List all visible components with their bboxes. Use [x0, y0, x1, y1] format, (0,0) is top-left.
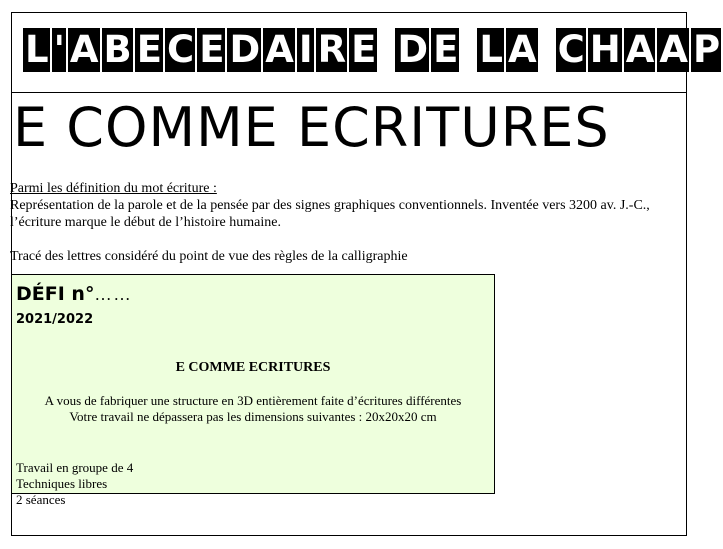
challenge-description-line: Votre travail ne dépassera pas les dimensions suivantes : 20x20x20 cm — [69, 409, 437, 424]
stamp-word — [23, 28, 379, 72]
stamp-letter: A — [659, 28, 688, 71]
challenge-year: 2021/2022 — [16, 312, 94, 327]
challenge-info-item: 2 séances — [16, 492, 66, 507]
stamp-letter: A — [625, 28, 654, 71]
header-band — [12, 13, 720, 93]
challenge-description — [12, 393, 494, 425]
stamp-letter: C — [557, 28, 584, 71]
challenge-number-dots: …… — [94, 285, 133, 304]
stamp-letter: L — [25, 28, 48, 71]
challenge-info-item: Techniques libres — [16, 476, 108, 491]
stamp-title — [23, 28, 723, 72]
stamp-word — [556, 28, 723, 72]
stamp-letter: E — [433, 28, 458, 71]
stamp-letter: I — [298, 28, 312, 71]
stamp-letter: L — [479, 28, 502, 71]
stamp-letter: R — [317, 28, 346, 71]
challenge-description-line: A vous de fabriquer une structure en 3D entièrement faite d’écritures différentes — [44, 393, 462, 408]
stamp-letter: D — [397, 28, 428, 71]
stamp-letter: D — [229, 28, 260, 71]
page-title: E COMME ECRITURES — [13, 96, 610, 159]
challenge-box — [11, 274, 495, 507]
definition-text-2: Tracé des lettres considéré du point de vue des règles de la calligraphie — [10, 249, 408, 264]
stamp-letter: E — [351, 28, 376, 71]
stamp-letter: E — [199, 28, 224, 71]
challenge-label: DÉFI n° — [16, 283, 95, 305]
stamp-letter: H — [589, 28, 620, 71]
definition-heading: Parmi les définition du mot écriture : — [10, 181, 217, 196]
stamp-letter: A — [265, 28, 293, 71]
stamp-letter: ' — [53, 28, 64, 71]
definition-block — [10, 180, 670, 265]
stamp-letter: E — [136, 28, 162, 71]
challenge-info-item: Travail en groupe de 4 — [16, 460, 134, 475]
stamp-word — [477, 28, 539, 72]
challenge-title — [16, 283, 132, 305]
stamp-letter: A — [69, 28, 98, 71]
stamp-letter: P — [693, 28, 720, 71]
challenge-heading: E COMME ECRITURES — [175, 360, 331, 375]
stamp-letter: A — [507, 28, 536, 71]
challenge-info — [16, 460, 133, 508]
stamp-letter: C — [167, 28, 194, 71]
definition-text-1: Représentation de la parole et de la pensée par des signes graphiques conventionnels. Inventée vers 3200 av. J.-C., l’écriture marque le début de l’histoire humaine. — [10, 198, 650, 230]
stamp-letter: B — [103, 28, 131, 71]
stamp-word — [395, 28, 461, 72]
